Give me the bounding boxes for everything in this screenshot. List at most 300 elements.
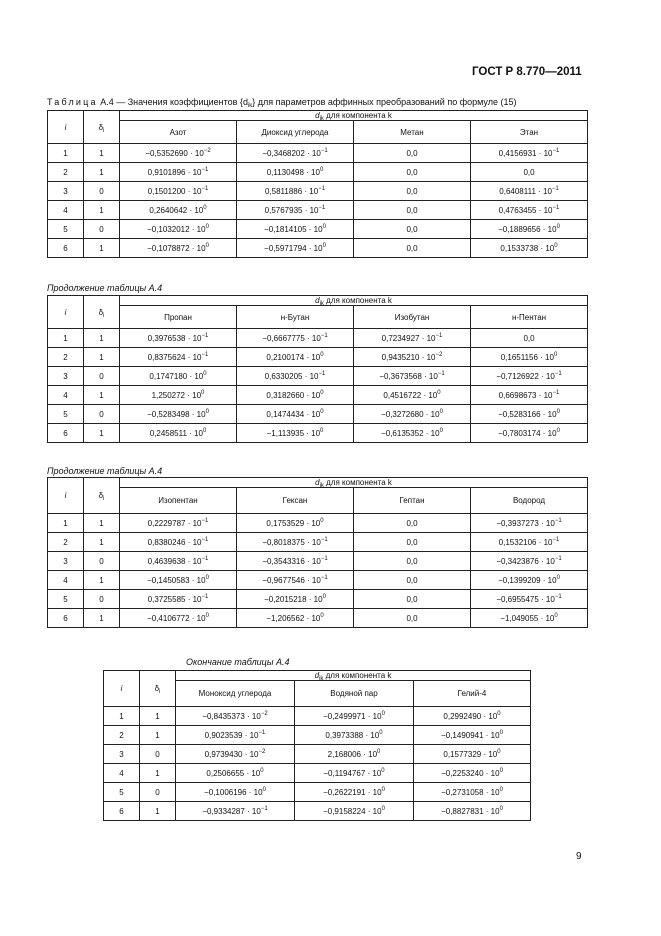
row-index: 3 [48,367,84,386]
coefficient-mantissa: 0,1747180 · 10 [149,371,204,381]
coefficient-cell [120,609,237,628]
header-dik-symbol: d [315,111,320,120]
row-index: 2 [104,726,140,745]
coefficient-mantissa: 0,0 [406,518,418,528]
header-delta-label: δ [98,491,104,500]
row-index: 5 [48,405,84,424]
coefficient-cell [237,533,354,552]
row-delta: 0 [140,745,176,764]
row-delta: 1 [84,163,120,182]
coefficient-mantissa: 0,4516722 · 10 [383,390,438,400]
coefficient-exponent: −1 [554,593,562,600]
coefficient-cell [414,783,531,802]
coefficients-table-2 [47,295,588,443]
row-delta: 1 [84,201,120,220]
header-dik-text: для компонента k [323,296,392,305]
table-row [48,163,588,182]
coefficient-cell [237,182,354,201]
table-row [104,707,531,726]
coefficient-mantissa: 0,7234927 · 10 [381,333,436,343]
row-delta: 1 [84,386,120,405]
coefficient-cell [237,348,354,367]
coefficient-exponent: −1 [201,185,209,192]
coefficient-mantissa: −0,2499971 · 10 [323,711,382,721]
coefficient-mantissa: 0,2992490 · 10 [443,711,498,721]
coefficient-mantissa: −0,3468202 · 10 [262,148,321,158]
row-index: 4 [48,386,84,405]
coefficient-mantissa: 0,1474434 · 10 [266,409,321,419]
coefficient-cell [120,144,237,163]
coefficient-exponent: −2 [435,351,443,358]
coefficient-mantissa: −0,1889656 · 10 [498,224,557,234]
coefficient-mantissa: −1,049055 · 10 [500,613,555,623]
coefficient-cell [471,514,588,533]
coefficient-cell [354,552,471,571]
row-delta: 1 [84,348,120,367]
table-row [48,514,588,533]
coefficient-exponent: 0 [320,408,324,415]
header-delta-label: δ [154,684,160,693]
coefficient-mantissa: −0,7803174 · 10 [498,428,557,438]
coefficient-cell [176,764,295,783]
coefficient-exponent: 0 [201,389,205,396]
row-index: 6 [48,239,84,258]
table-row [48,144,588,163]
coefficient-exponent: 0 [556,427,560,434]
coefficient-mantissa: 0,4639638 · 10 [147,556,202,566]
coefficient-cell [414,764,531,783]
coefficient-cell [176,745,295,764]
coefficient-exponent: −1 [201,517,209,524]
table-row [48,571,588,590]
coefficient-cell [120,367,237,386]
header-delta [84,296,120,329]
coefficient-cell [237,552,354,571]
row-delta: 1 [140,726,176,745]
row-delta: 1 [84,239,120,258]
header-dik-sub: ik [319,483,324,488]
coefficient-cell [471,424,588,443]
coefficient-mantissa: −0,2622191 · 10 [323,787,382,797]
header-delta-sub: i [103,496,105,502]
table-title-word: Таблица [47,97,98,107]
coefficient-mantissa: 0,8380246 · 10 [147,537,202,547]
coefficient-mantissa: 0,1577329 · 10 [443,749,498,759]
coefficient-exponent: 0 [497,748,501,755]
coefficient-exponent: −1 [320,536,328,543]
component-header: Водород [471,488,588,514]
coefficient-exponent: −1 [258,729,266,736]
coefficient-cell [120,552,237,571]
coefficient-cell [237,239,354,258]
coefficient-cell [237,514,354,533]
coefficient-mantissa: 0,1130498 · 10 [266,167,320,177]
component-header: Пропан [120,306,237,329]
coefficient-mantissa: −0,3272680 · 10 [381,409,440,419]
coefficient-cell [471,329,588,348]
coefficient-cell [471,220,588,239]
coefficient-cell [471,163,588,182]
coefficient-cell [471,182,588,201]
coefficient-exponent: −1 [554,370,562,377]
component-header: н-Пентан [471,306,588,329]
component-header: Азот [120,121,237,144]
coefficient-cell [354,533,471,552]
coefficient-mantissa: 1,250272 · 10 [151,390,202,400]
row-index: 5 [48,590,84,609]
coefficient-mantissa: 0,0 [406,537,418,547]
coefficient-mantissa: 0,3973388 · 10 [325,730,380,740]
table-4-caption: Окончание таблицы А.4 [186,657,290,667]
coefficient-exponent: 0 [320,351,324,358]
table-row [104,783,531,802]
coefficient-cell [176,707,295,726]
coefficient-cell [354,348,471,367]
coefficient-mantissa: −1,206562 · 10 [266,613,321,623]
coefficient-mantissa: 0,2100174 · 10 [266,352,321,362]
row-index: 4 [48,571,84,590]
coefficient-exponent: −1 [201,166,209,173]
coefficient-mantissa: −0,1032012 · 10 [147,224,206,234]
coefficient-mantissa: 0,3182660 · 10 [266,390,321,400]
coefficient-mantissa: 0,9739430 · 10 [204,749,259,759]
coefficient-cell [354,609,471,628]
coefficient-cell [471,144,588,163]
coefficient-mantissa: −0,5283498 · 10 [147,409,206,419]
coefficient-exponent: 0 [377,748,381,755]
coefficient-exponent: −1 [554,517,562,524]
coefficient-cell [471,367,588,386]
coefficient-exponent: 0 [499,805,503,812]
coefficient-cell [354,220,471,239]
component-header: н-Бутан [237,306,354,329]
header-dik-group [120,478,588,488]
coefficient-exponent: 0 [556,574,560,581]
component-header: Моноксид углерода [176,681,295,707]
coefficient-mantissa: 0,2506655 · 10 [206,768,261,778]
coefficient-cell [471,609,588,628]
row-delta: 1 [84,609,120,628]
coefficient-mantissa: −0,5283166 · 10 [498,409,557,419]
component-header: Гелий-4 [414,681,531,707]
page-number: 9 [576,851,582,862]
coefficients-table-1 [47,110,588,258]
coefficient-exponent: −1 [552,389,560,396]
header-i [104,671,140,707]
table-title [47,97,516,107]
coefficient-cell [471,239,588,258]
header-i [48,296,84,329]
coefficient-mantissa: −1,113935 · 10 [266,428,321,438]
coefficient-mantissa: 0,0 [406,205,418,215]
coefficient-cell [414,707,531,726]
row-index: 6 [48,609,84,628]
coefficient-cell [176,802,295,821]
coefficient-cell [237,329,354,348]
coefficient-exponent: −1 [260,805,268,812]
coefficient-exponent: 0 [379,729,383,736]
coefficient-mantissa: 0,5811886 · 10 [264,186,319,196]
row-index: 6 [104,802,140,821]
coefficient-cell [120,182,237,201]
coefficient-cell [120,239,237,258]
coefficient-exponent: 0 [499,786,503,793]
coefficient-cell [471,590,588,609]
coefficient-exponent: 0 [205,574,209,581]
coefficient-mantissa: −0,9158224 · 10 [323,806,382,816]
header-dik-symbol: d [315,296,320,305]
coefficient-mantissa: 0,9023539 · 10 [204,730,259,740]
header-dik-text: для компонента k [323,478,392,487]
header-i-label: i [64,491,67,500]
row-delta: 1 [84,424,120,443]
row-index: 1 [48,144,84,163]
coefficient-exponent: 0 [322,593,326,600]
row-index: 3 [48,182,84,201]
table-row [48,348,588,367]
coefficient-cell [354,367,471,386]
header-dik-sub: ik [319,301,324,306]
coefficient-cell [237,424,354,443]
coefficient-mantissa: −0,9677546 · 10 [262,575,321,585]
header-delta [84,478,120,514]
coefficient-cell [354,239,471,258]
table-row [48,552,588,571]
row-index: 1 [48,514,84,533]
coefficient-mantissa: −0,2253240 · 10 [441,768,500,778]
coefficient-cell [295,764,414,783]
document-id: ГОСТ Р 8.770—2011 [472,66,582,78]
coefficient-exponent: −1 [318,204,326,211]
header-i-label: i [64,307,67,317]
coefficient-cell [354,163,471,182]
coefficient-mantissa: 0,0 [406,167,418,177]
row-delta: 0 [84,405,120,424]
coefficient-mantissa: 0,0 [406,575,418,585]
coefficient-exponent: −1 [318,370,326,377]
coefficient-cell [120,329,237,348]
table-title-rest: } для параметров аффинных преобразований по формуле (15) [252,97,517,107]
header-i [48,111,84,144]
coefficient-exponent: 0 [439,427,443,434]
header-delta-sub: i [103,312,105,319]
coefficient-exponent: 0 [205,408,209,415]
coefficient-exponent: −1 [552,204,560,211]
coefficient-exponent: 0 [320,517,324,524]
coefficient-cell [414,726,531,745]
coefficient-mantissa: 0,0 [406,613,418,623]
coefficient-cell [354,514,471,533]
coefficient-exponent: 0 [381,805,385,812]
coefficient-mantissa: −0,8018375 · 10 [262,537,321,547]
header-delta-label: δ [98,307,104,317]
coefficient-mantissa: 0,0 [406,594,418,604]
coefficient-mantissa: −0,4106772 · 10 [147,613,206,623]
row-index: 2 [48,533,84,552]
coefficient-exponent: −1 [201,536,209,543]
coefficient-mantissa: 0,1532106 · 10 [498,537,553,547]
table-row [48,182,588,201]
header-i [48,478,84,514]
coefficient-mantissa: 0,5767935 · 10 [264,205,319,215]
coefficient-cell [237,163,354,182]
coefficient-cell [471,405,588,424]
table-row [104,745,531,764]
component-header: Изопентан [120,488,237,514]
coefficient-exponent: 0 [556,408,560,415]
coefficient-mantissa: 0,1753529 · 10 [266,518,321,528]
coefficient-mantissa: 0,0 [406,243,418,253]
table-2-caption: Продолжение таблицы А.4 [47,283,163,293]
row-index: 3 [48,552,84,571]
coefficient-cell [120,386,237,405]
header-dik-sub: ik [319,116,324,121]
coefficient-mantissa: 0,0 [406,148,418,158]
coefficient-cell [414,802,531,821]
coefficient-exponent: 0 [439,408,443,415]
coefficient-exponent: 0 [499,729,503,736]
row-delta: 1 [140,707,176,726]
coefficient-cell [237,405,354,424]
coefficient-exponent: 0 [497,710,501,717]
coefficient-cell [471,571,588,590]
coefficient-mantissa: 0,6408111 · 10 [499,186,552,196]
coefficient-cell [354,590,471,609]
table-row [104,726,531,745]
coefficient-exponent: −1 [437,370,445,377]
coefficient-cell [120,201,237,220]
coefficients-table-4 [103,670,531,821]
coefficient-exponent: −1 [320,574,328,581]
coefficient-cell [295,707,414,726]
row-delta: 0 [84,220,120,239]
table-row [48,201,588,220]
component-header: Водяной пар [295,681,414,707]
coefficient-cell [354,424,471,443]
row-index: 4 [104,764,140,783]
coefficient-cell [471,386,588,405]
coefficients-table-3 [47,477,588,628]
coefficient-cell [120,514,237,533]
coefficient-exponent: 0 [553,351,558,358]
coefficient-cell [471,533,588,552]
coefficient-exponent: 0 [381,767,385,774]
row-index: 5 [48,220,84,239]
coefficient-exponent: 0 [319,166,324,173]
coefficient-exponent: 0 [322,242,326,249]
header-dik-group [176,671,531,681]
header-i-label: i [64,122,67,132]
row-delta: 0 [140,783,176,802]
coefficient-mantissa: −0,1006196 · 10 [204,787,263,797]
coefficient-exponent: −1 [551,185,559,192]
coefficient-mantissa: 0,4156931 · 10 [498,148,553,158]
table-row [48,424,588,443]
row-index: 2 [48,163,84,182]
component-header: Этан [471,121,588,144]
coefficient-cell [354,405,471,424]
coefficient-cell [237,590,354,609]
coefficient-cell [120,163,237,182]
coefficient-mantissa: −0,1399209 · 10 [498,575,557,585]
coefficient-cell [354,329,471,348]
coefficient-cell [354,571,471,590]
coefficient-mantissa: −0,3937273 · 10 [496,518,555,528]
coefficient-exponent: 0 [499,767,503,774]
coefficient-mantissa: 0,3725585 · 10 [147,594,202,604]
coefficient-cell [237,386,354,405]
coefficient-exponent: 0 [381,710,385,717]
coefficient-cell [176,726,295,745]
coefficient-exponent: 0 [556,223,560,230]
coefficient-mantissa: −0,1814105 · 10 [264,224,323,234]
coefficient-exponent: −1 [318,185,326,192]
coefficient-mantissa: −0,6955475 · 10 [496,594,555,604]
row-index: 5 [104,783,140,802]
coefficient-cell [295,745,414,764]
row-index: 1 [48,329,84,348]
coefficient-exponent: 0 [554,242,558,249]
coefficient-mantissa: 0,9435210 · 10 [381,352,436,362]
row-delta: 0 [84,182,120,201]
coefficient-mantissa: −0,1194767 · 10 [323,768,382,778]
coefficient-exponent: 0 [205,242,209,249]
coefficient-exponent: 0 [203,370,207,377]
coefficient-cell [120,220,237,239]
table-row [48,329,588,348]
coefficient-cell [354,182,471,201]
header-delta-sub: i [103,127,105,134]
coefficient-mantissa: −0,8435373 · 10 [202,711,261,721]
coefficient-mantissa: −0,2015218 · 10 [264,594,323,604]
table-row [48,386,588,405]
coefficient-mantissa: −0,1490941 · 10 [441,730,500,740]
row-delta: 1 [84,571,120,590]
coefficient-mantissa: 0,6698673 · 10 [498,390,553,400]
coefficient-exponent: −1 [552,536,560,543]
coefficient-exponent: 0 [205,223,209,230]
coefficient-cell [471,552,588,571]
coefficient-mantissa: −0,5971794 · 10 [264,243,323,253]
row-index: 4 [48,201,84,220]
header-dik-group [120,111,588,121]
row-delta: 1 [140,764,176,783]
row-delta: 1 [84,144,120,163]
coefficient-exponent: 0 [320,389,324,396]
coefficient-mantissa: −0,3673568 · 10 [379,371,438,381]
row-delta: 1 [84,533,120,552]
header-i-label: i [120,684,123,693]
coefficient-exponent: −2 [260,710,268,717]
coefficient-mantissa: −0,1450583 · 10 [147,575,206,585]
coefficient-mantissa: 0,0 [406,224,418,234]
header-dik-symbol: d [315,478,320,487]
coefficient-cell [414,745,531,764]
table-row [48,367,588,386]
coefficient-exponent: 0 [205,612,209,619]
header-delta [84,111,120,144]
row-delta: 1 [140,802,176,821]
coefficient-exponent: −1 [201,593,209,600]
coefficient-cell [120,533,237,552]
coefficient-mantissa: −0,8827831 · 10 [441,806,500,816]
coefficient-mantissa: 0,0 [523,167,535,177]
coefficient-mantissa: 0,1501200 · 10 [147,186,202,196]
coefficient-cell [295,802,414,821]
row-index: 2 [48,348,84,367]
coefficient-mantissa: 0,8375624 · 10 [147,352,202,362]
coefficient-cell [176,783,295,802]
